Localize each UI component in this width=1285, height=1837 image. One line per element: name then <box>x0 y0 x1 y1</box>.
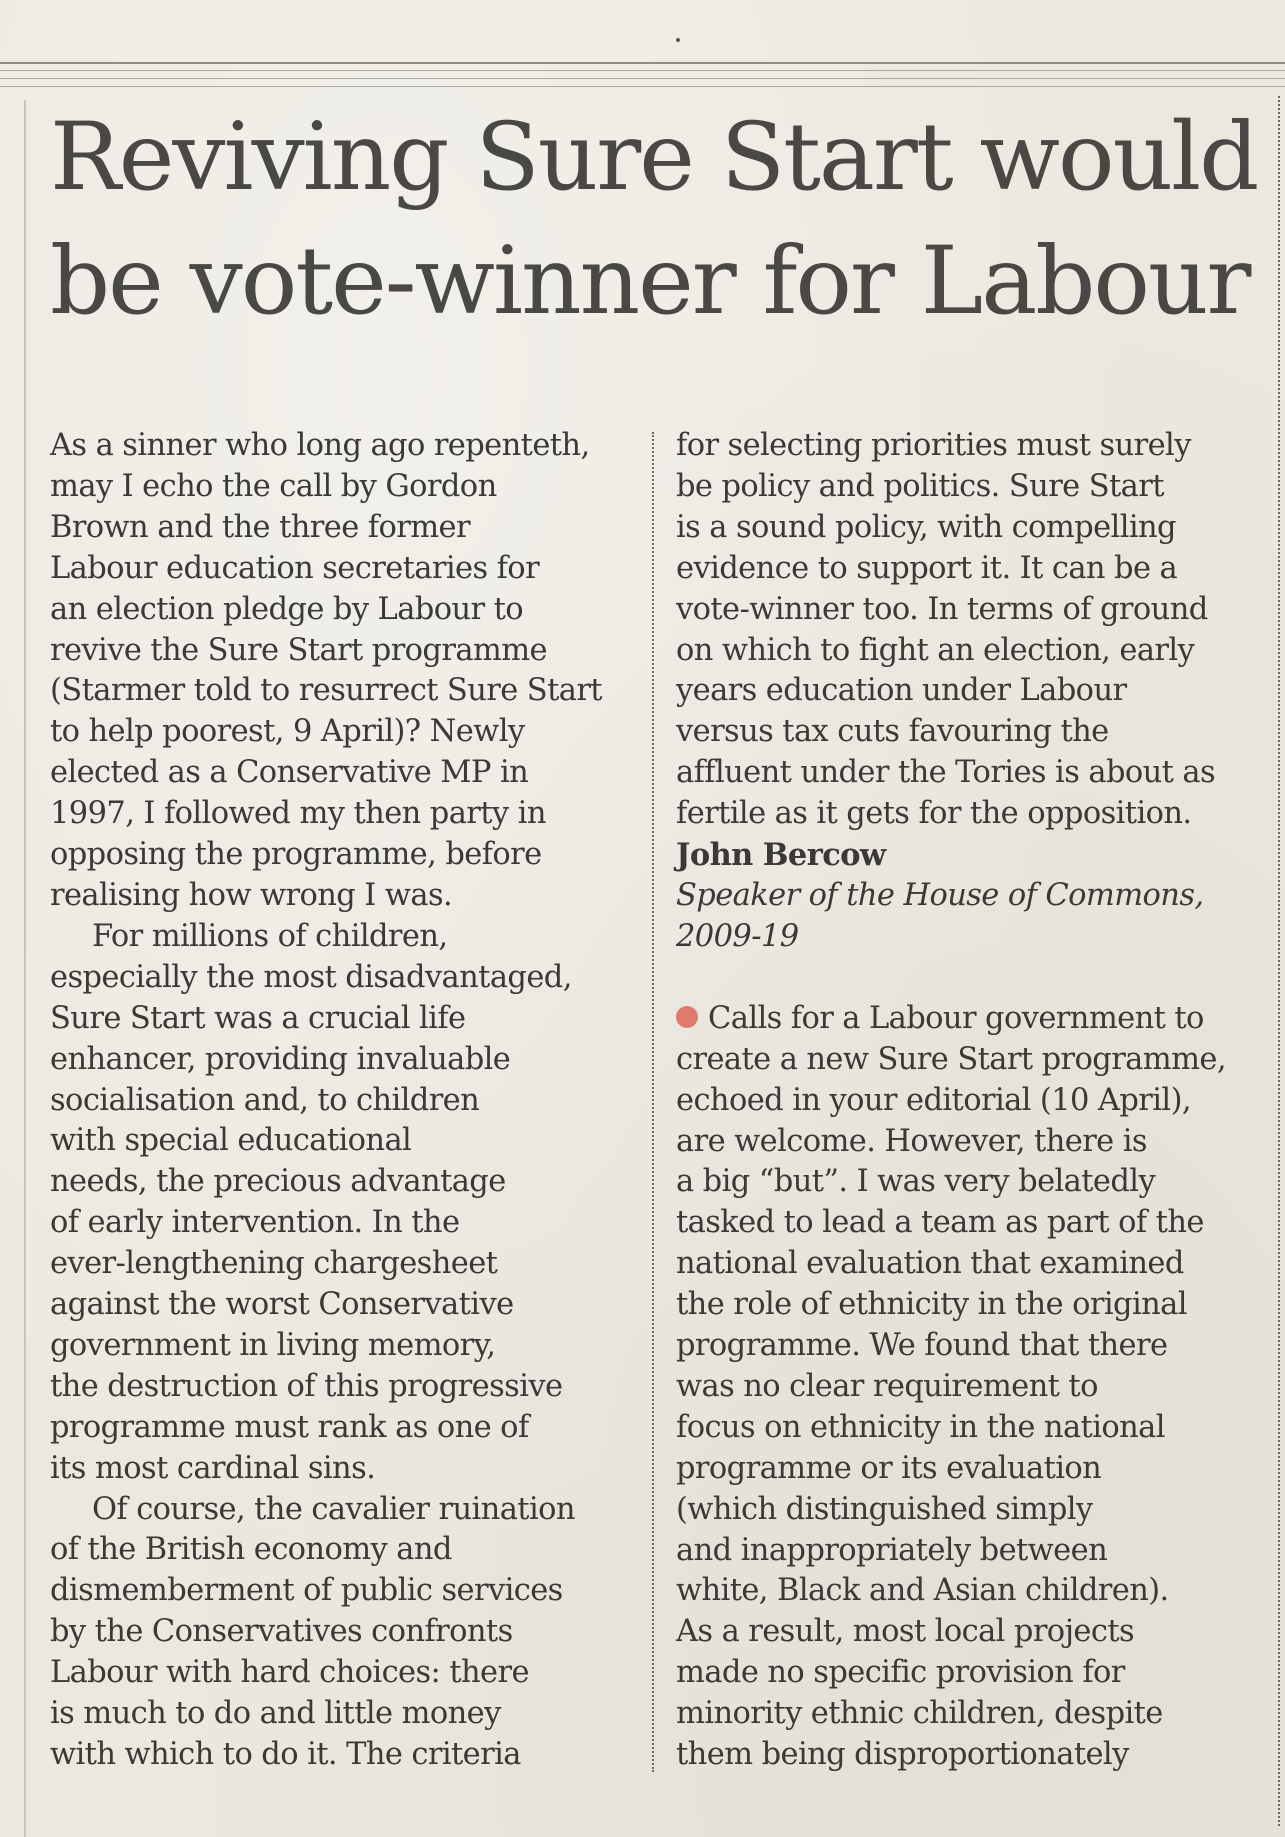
text-line: national evaluation that examined <box>676 1246 1184 1282</box>
text-line: by the Conservatives confronts <box>50 1614 513 1650</box>
text-line: As a result, most local projects <box>676 1614 1135 1650</box>
text-line: As a sinner who long ago repenteth, <box>50 428 590 463</box>
text-line: are welcome. However, there is <box>676 1123 1147 1159</box>
text-line: of the British economy and <box>50 1532 452 1568</box>
text-line: is much to do and little money <box>50 1696 501 1732</box>
left-column-border <box>24 100 26 1837</box>
text-line: to help poorest, 9 April)? Newly <box>50 714 525 750</box>
text-line: revive the Sure Start programme <box>50 632 548 668</box>
text-line <box>676 999 1266 1040</box>
top-rule-thin <box>0 86 1285 87</box>
letter1-continued <box>676 426 1266 835</box>
text-line: socialisation and, to children <box>50 1082 480 1118</box>
text-line: white, Black and Asian children). <box>676 1573 1169 1609</box>
text-line: realising how wrong I was. <box>50 877 453 913</box>
print-speck <box>676 38 680 42</box>
letter1-paragraph-3 <box>50 1490 640 1776</box>
top-rule-thin <box>0 70 1285 71</box>
text-line: especially the most disadvantaged, <box>50 959 572 995</box>
author-role: Speaker of the House of Commons, <box>676 877 1204 913</box>
text-line: (Starmer told to resurrect Sure Start <box>50 673 602 709</box>
text-line: enhancer, providing invaluable <box>50 1041 511 1077</box>
text-line: opposing the programme, before <box>50 837 542 873</box>
bullet-dot-icon <box>676 1006 698 1028</box>
text-line: with special educational <box>50 1123 412 1159</box>
text-line: was no clear requirement to <box>676 1368 1098 1404</box>
text-line: For millions of children, <box>92 918 448 954</box>
top-rule <box>0 62 1285 64</box>
text-line: evidence to support it. It can be a <box>676 550 1178 586</box>
text-line: may I echo the call by Gordon <box>50 468 497 504</box>
text-line: versus tax cuts favouring the <box>676 714 1109 750</box>
author-name: John Bercow <box>676 837 886 874</box>
text-line: and inappropriately between <box>676 1532 1108 1568</box>
text-line: them being disproportionately <box>676 1737 1129 1773</box>
text-line-content: Calls for a Labour government to <box>708 1000 1204 1036</box>
text-line: the role of ethnicity in the original <box>676 1287 1187 1323</box>
text-line: an election pledge by Labour to <box>50 591 524 627</box>
letter1-paragraph-1 <box>50 426 640 917</box>
text-line: its most cardinal sins. <box>50 1450 376 1486</box>
text-line: needs, the precious advantage <box>50 1164 506 1200</box>
text-line: programme or its evaluation <box>676 1450 1102 1486</box>
text-line: the destruction of this progressive <box>50 1368 563 1404</box>
text-line: fertile as it gets for the opposition. <box>676 796 1192 832</box>
text-line: of early intervention. In the <box>50 1205 460 1241</box>
text-line: government in living memory, <box>50 1327 496 1363</box>
text-line: is a sound policy, with compelling <box>676 509 1176 545</box>
text-line: minority ethnic children, despite <box>676 1696 1163 1732</box>
text-line: years education under Labour <box>676 673 1127 709</box>
text-line: tasked to lead a team as part of the <box>676 1205 1204 1241</box>
text-line: against the worst Conservative <box>50 1287 514 1323</box>
text-line: 1997, I followed my then party in <box>50 796 546 832</box>
author-role: 2009-19 <box>676 918 799 954</box>
letter-spacer <box>676 958 1266 999</box>
text-line: (which distinguished simply <box>676 1491 1093 1527</box>
text-line: dismemberment of public services <box>50 1573 563 1609</box>
top-rule-thin <box>0 78 1285 79</box>
text-line: be policy and politics. Sure Start <box>676 468 1164 504</box>
column-divider <box>652 432 654 1772</box>
text-line: Labour education secretaries for <box>50 550 540 586</box>
letter2-paragraph <box>676 999 1266 1776</box>
text-line: Brown and the three former <box>50 509 470 545</box>
text-line: focus on ethnicity in the national <box>676 1409 1165 1445</box>
text-line: with which to do it. The criteria <box>50 1737 521 1772</box>
text-line: vote-winner too. In terms of ground <box>676 591 1208 627</box>
text-line: Sure Start was a crucial life <box>50 1000 466 1036</box>
headline-line: be vote-winner for Labour <box>50 227 1250 336</box>
right-dotted-border <box>1278 96 1280 1826</box>
text-line: create a new Sure Start programme, <box>676 1041 1226 1077</box>
text-line: programme must rank as one of <box>50 1409 529 1445</box>
text-line: ever-lengthening chargesheet <box>50 1246 498 1282</box>
left-column <box>50 426 640 1776</box>
text-line: on which to fight an election, early <box>676 632 1195 668</box>
right-column <box>676 426 1266 1776</box>
headline-line: Reviving Sure Start would <box>50 103 1258 212</box>
text-line: echoed in your editorial (10 April), <box>676 1082 1191 1118</box>
headline <box>50 96 1270 344</box>
text-line: Labour with hard choices: there <box>50 1655 529 1691</box>
text-line: elected as a Conservative MP in <box>50 755 529 791</box>
text-line: for selecting priorities must surely <box>676 428 1191 463</box>
text-line: a big “but”. I was very belatedly <box>676 1164 1156 1200</box>
text-line: programme. We found that there <box>676 1328 1168 1364</box>
text-line: affluent under the Tories is about as <box>676 755 1216 791</box>
text-line: made no specific provision for <box>676 1655 1125 1691</box>
letter1-paragraph-2 <box>50 917 640 1490</box>
text-line: Of course, the cavalier ruination <box>92 1491 575 1527</box>
